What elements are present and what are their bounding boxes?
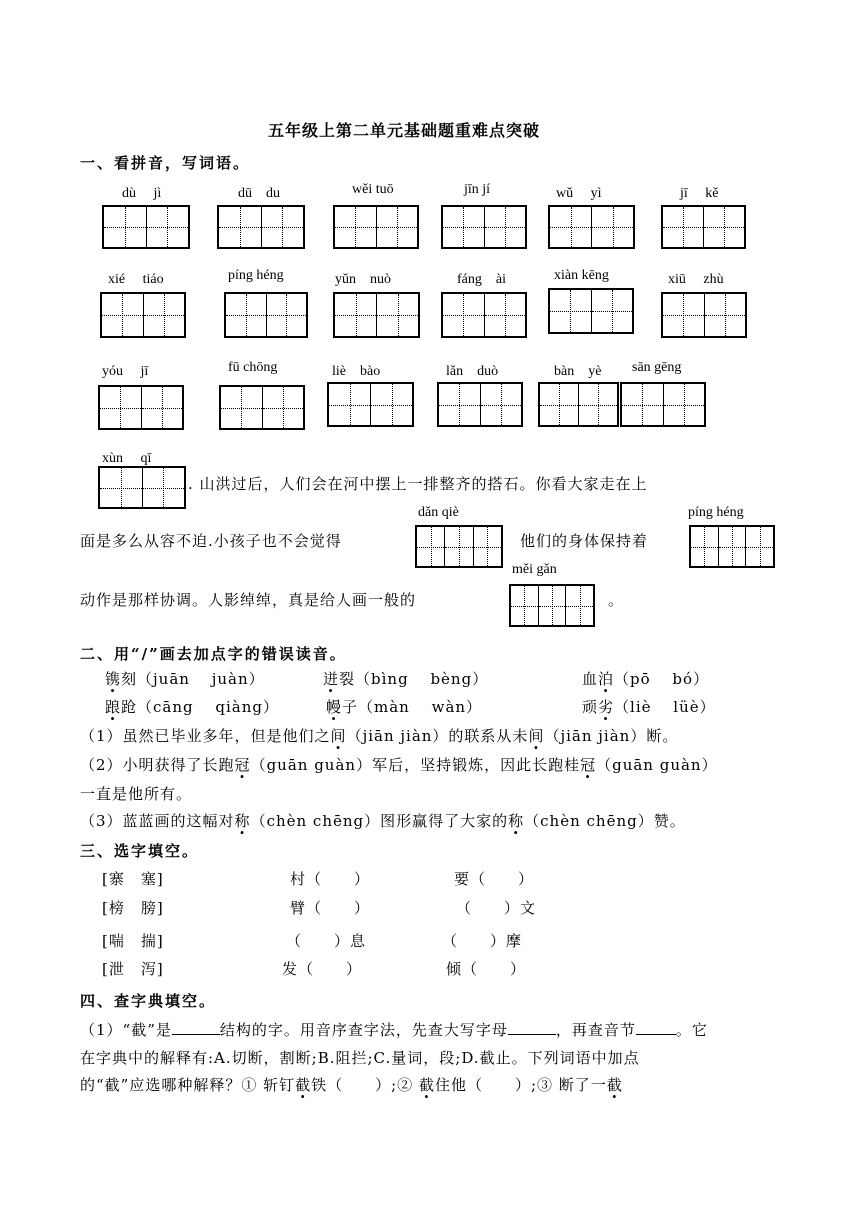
writing-grid[interactable] xyxy=(689,525,775,568)
section-4-heading: 四、查字典填空。 xyxy=(80,992,217,1010)
pinyin-label: wěi tuō xyxy=(352,182,394,197)
pronunciation-item: 血泊（pō bó） xyxy=(582,670,710,688)
writing-grid[interactable] xyxy=(224,292,308,338)
writing-grid[interactable] xyxy=(219,385,305,430)
pinyin-label: liè bào xyxy=(332,364,381,379)
char-pair: [泄 泻] xyxy=(102,960,164,978)
fill-blank[interactable]: 臂（ ） xyxy=(290,899,371,917)
pinyin-label: píng héng xyxy=(688,505,744,520)
sentence-3: （3）蓝蓝画的这幅对称（chèn chēng）图形赢得了大家的称（chèn chēng）赞。 xyxy=(80,812,686,830)
pinyin-label: dū du xyxy=(238,186,280,201)
pinyin-label: bàn yè xyxy=(554,364,602,379)
passage-line-3a: 动作是那样协调。人影绰绰，真是给人画一般的 xyxy=(80,591,417,609)
writing-grid[interactable] xyxy=(98,385,184,430)
passage-line-2a: 面是多么从容不迫.小孩子也不会觉得 xyxy=(80,532,342,550)
char-pair: [榜 膀] xyxy=(102,899,164,917)
dictionary-line-2: 在字典中的解释有:A.切断，割断;B.阻拦;C.量词，段;D.截止。下列词语中加点 xyxy=(80,1049,640,1067)
sentence-2-cont: 一直是他所有。 xyxy=(80,785,193,803)
writing-grid[interactable] xyxy=(661,205,746,249)
section-2-heading: 二、用“/”画去加点字的错误读音。 xyxy=(80,645,347,663)
fill-blank[interactable]: 发（ ） xyxy=(282,960,363,978)
writing-grid[interactable] xyxy=(661,292,747,338)
fill-blank[interactable]: （ ）息 xyxy=(286,932,367,950)
writing-grid[interactable] xyxy=(333,292,420,338)
writing-grid[interactable] xyxy=(217,205,305,249)
pinyin-label: sān gēng xyxy=(632,360,682,375)
pinyin-label: yóu jī xyxy=(102,364,149,379)
sentence-1: （1）虽然已毕业多年，但是他们之间（jiān jiàn）的联系从未间（jiān jiàn）断。 xyxy=(80,727,679,745)
writing-grid[interactable] xyxy=(100,292,186,338)
writing-grid[interactable] xyxy=(327,382,414,427)
section-3-heading: 三、选字填空。 xyxy=(80,842,200,860)
writing-grid[interactable] xyxy=(333,205,419,249)
answer-blank[interactable] xyxy=(508,1020,556,1035)
page-title: 五年级上第二单元基础题重难点突破 xyxy=(268,121,541,140)
pinyin-label: xiū zhù xyxy=(668,272,724,287)
pinyin-label: píng héng xyxy=(228,268,284,283)
pinyin-label: měi gǎn xyxy=(512,562,557,577)
writing-grid[interactable] xyxy=(102,205,190,249)
fill-blank[interactable]: 村（ ） xyxy=(290,870,371,888)
writing-grid[interactable] xyxy=(538,382,619,427)
passage-line-1: . 山洪过后，人们会在河中摆上一排整齐的搭石。你看大家走在上 xyxy=(188,475,648,493)
writing-grid[interactable] xyxy=(548,288,634,334)
section-1-heading: 一、看拼音，写词语。 xyxy=(80,154,251,172)
answer-blank[interactable] xyxy=(636,1020,676,1035)
writing-grid[interactable] xyxy=(415,525,503,568)
dictionary-line-1: （1）“截”是 结构的字。用音序查字法，先查大写字母 ，再查音节 。它 xyxy=(80,1021,708,1039)
pinyin-label: xié tiáo xyxy=(108,272,164,287)
writing-grid[interactable] xyxy=(441,292,527,338)
answer-blank[interactable] xyxy=(172,1020,220,1035)
pinyin-label: xùn qī xyxy=(102,451,152,466)
writing-grid[interactable] xyxy=(620,382,706,427)
pronunciation-item: 镌刻（juān juàn） xyxy=(105,670,265,688)
pinyin-label: jī kě xyxy=(680,186,719,201)
writing-grid[interactable] xyxy=(548,205,635,249)
pronunciation-item: 幔子（màn wàn） xyxy=(326,698,483,716)
fill-blank[interactable]: 倾（ ） xyxy=(446,960,527,978)
pronunciation-item: 踉跄（cāng qiàng） xyxy=(105,698,279,716)
writing-grid[interactable] xyxy=(441,205,527,249)
writing-grid[interactable] xyxy=(437,382,523,427)
writing-grid[interactable] xyxy=(98,466,186,509)
pinyin-label: fū chōng xyxy=(228,360,278,375)
pinyin-label: dù jì xyxy=(122,186,162,201)
pronunciation-item: 顽劣（liè lüè） xyxy=(582,698,716,716)
fill-blank[interactable]: （ ）摩 xyxy=(442,932,523,950)
pinyin-label: lǎn duò xyxy=(446,364,499,379)
pinyin-label: xiàn kēng xyxy=(554,268,609,283)
fill-blank[interactable]: 要（ ） xyxy=(454,870,535,888)
pinyin-label: dǎn qiè xyxy=(418,505,459,520)
char-pair: [寨 塞] xyxy=(102,870,164,888)
passage-line-2b: 他们的身体保持着 xyxy=(520,532,649,550)
pronunciation-item: 迸裂（bìng bèng） xyxy=(323,670,489,688)
fill-blank[interactable]: （ ）文 xyxy=(456,899,537,917)
char-pair: [喘 揣] xyxy=(102,932,164,950)
sentence-2: （2）小明获得了长跑冠（guān guàn）军后，坚持锻炼，因此长跑桂冠（guān guàn） xyxy=(80,756,718,774)
pinyin-label: jīn jí xyxy=(464,182,491,197)
writing-grid[interactable] xyxy=(509,584,595,627)
passage-line-3b: 。 xyxy=(608,591,625,609)
pinyin-label: yǔn nuò xyxy=(335,272,391,287)
pinyin-label: wǔ yì xyxy=(556,186,602,201)
dictionary-line-3: 的“截”应选哪种解释？① 斩钉截铁（ ）;② 截住他（ ）;③ 断了一截 xyxy=(80,1076,623,1094)
pinyin-label: fáng ài xyxy=(457,272,506,287)
